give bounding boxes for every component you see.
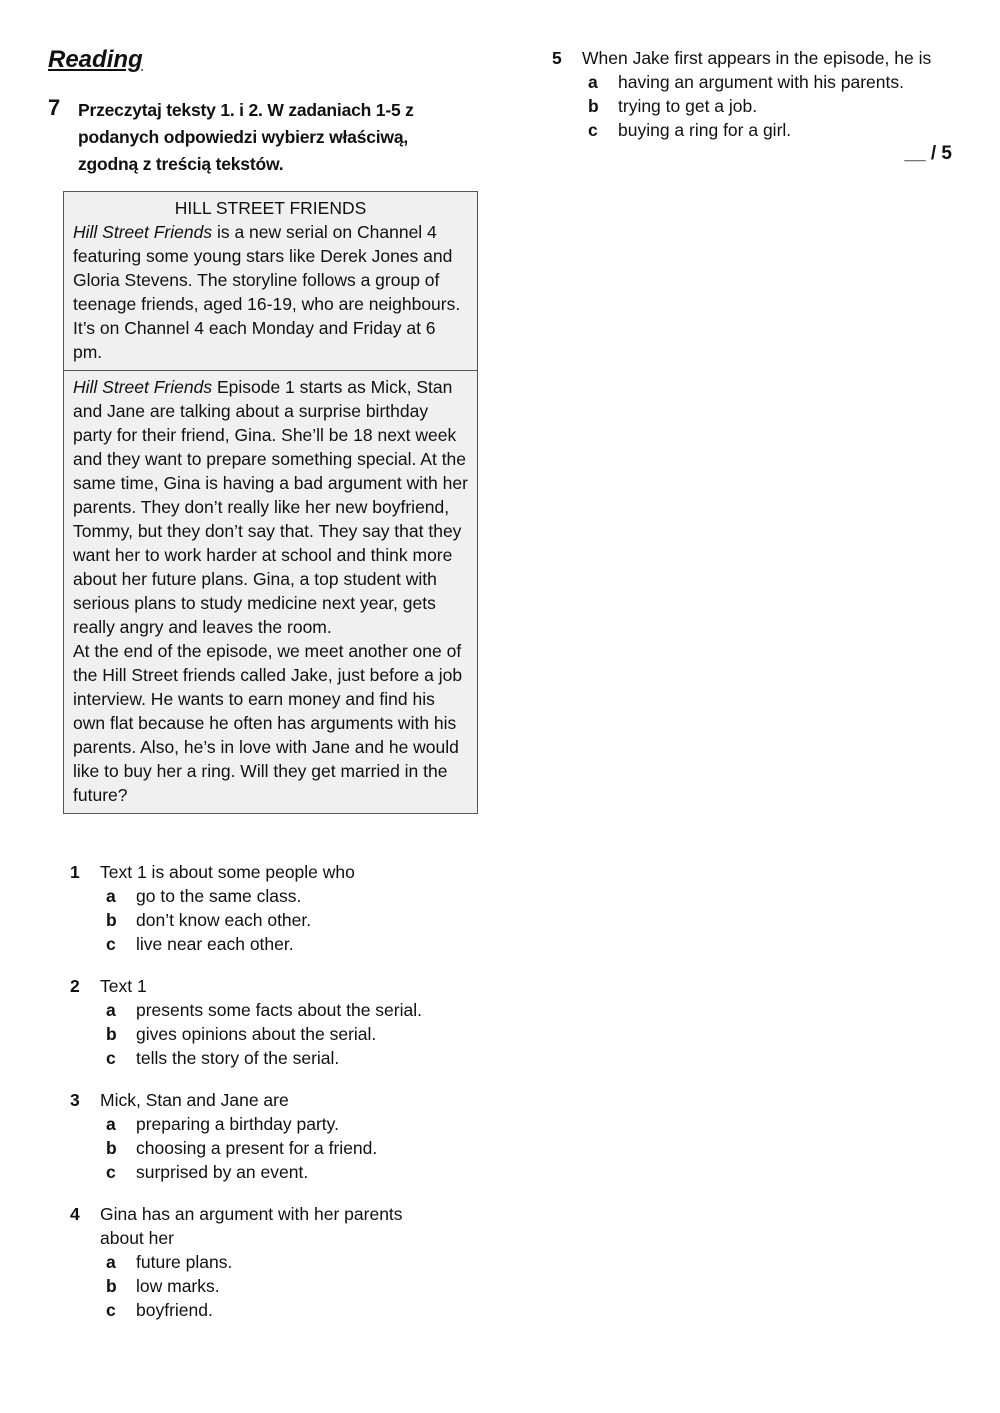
option-text: future plans. — [136, 1252, 233, 1272]
question-stem: Mick, Stan and Jane are — [100, 1090, 289, 1110]
option-letter: b — [106, 910, 117, 930]
question-number: 1 — [70, 862, 80, 882]
option-text: boyfriend. — [136, 1300, 213, 1320]
text-2-paragraph-1 — [73, 375, 468, 639]
text-1-body: is a new serial on Channel 4 featuring some young stars like Derek Jones and Gloria Stevens. The storyline follows a group of teenage friends, aged 16-19, who are neighbours. It’s on Channel 4 each Monday and Friday at 6 pm. — [73, 222, 461, 362]
option-letter: a — [106, 1252, 116, 1272]
option-c[interactable] — [552, 118, 972, 142]
text-1-paragraph — [73, 220, 468, 364]
text-2-serial-title: Hill Street Friends — [73, 377, 213, 397]
option-a[interactable] — [70, 884, 470, 908]
option-text: tells the story of the serial. — [136, 1048, 340, 1068]
option-a[interactable] — [70, 1112, 470, 1136]
option-letter: a — [106, 1114, 116, 1134]
text-1 — [64, 192, 477, 370]
option-text: gives opinions about the serial. — [136, 1024, 377, 1044]
option-letter: a — [106, 1000, 116, 1020]
option-text: preparing a birthday party. — [136, 1114, 339, 1134]
question-stem: Gina has an argument with her parents about her — [100, 1204, 403, 1248]
option-a[interactable] — [70, 998, 470, 1022]
option-text: live near each other. — [136, 934, 294, 954]
option-letter: c — [106, 934, 116, 954]
score-field: __ / 5 — [904, 143, 952, 164]
task-number: 7 — [48, 95, 61, 120]
task-instruction: Przeczytaj teksty 1. i 2. W zadaniach 1-5 z podanych odpowiedzi wybierz właściwą, zgodną z treścią tekstów. — [78, 100, 414, 174]
option-c[interactable] — [70, 1298, 440, 1322]
option-a[interactable] — [70, 1250, 440, 1274]
option-letter: a — [106, 886, 116, 906]
text-2 — [64, 370, 477, 813]
option-letter: c — [106, 1048, 116, 1068]
option-b[interactable] — [552, 94, 972, 118]
option-letter: b — [106, 1024, 117, 1044]
option-b[interactable] — [70, 1274, 440, 1298]
question-1 — [70, 860, 470, 956]
text-1-heading: HILL STREET FRIENDS — [174, 198, 367, 218]
question-2 — [70, 974, 470, 1070]
text-1-serial-title: Hill Street Friends — [73, 222, 213, 242]
option-letter: c — [106, 1300, 116, 1320]
option-b[interactable] — [70, 1136, 470, 1160]
option-text: don’t know each other. — [136, 910, 312, 930]
option-text: buying a ring for a girl. — [618, 120, 792, 140]
question-number: 4 — [70, 1204, 80, 1224]
option-text: presents some facts about the serial. — [136, 1000, 422, 1020]
option-letter: c — [588, 120, 598, 140]
option-c[interactable] — [70, 1160, 470, 1184]
question-number: 5 — [552, 48, 562, 68]
question-3 — [70, 1088, 470, 1184]
option-letter: b — [588, 96, 599, 116]
option-b[interactable] — [70, 1022, 470, 1046]
option-text: go to the same class. — [136, 886, 302, 906]
option-text: low marks. — [136, 1276, 220, 1296]
option-c[interactable] — [70, 1046, 470, 1070]
question-number: 3 — [70, 1090, 80, 1110]
question-number: 2 — [70, 976, 80, 996]
text-2-body: Episode 1 starts as Mick, Stan and Jane are talking about a surprise birthday party for their friend, Gina. She’ll be 18 next week and they want to prepare something special. At the same time, Gina is having a bad argument with her parents. They don’t really like her new boyfriend, Tommy, but they don’t say that. They say that they want her to work harder at school and think more about her future plans. Gina, a top student with serious plans to study medicine next year, gets really angry and leaves the room. — [73, 377, 468, 637]
option-letter: a — [588, 72, 598, 92]
question-stem: Text 1 is about some people who — [100, 862, 355, 882]
question-4 — [70, 1202, 440, 1322]
option-text: choosing a present for a friend. — [136, 1138, 378, 1158]
option-letter: c — [106, 1162, 116, 1182]
option-letter: b — [106, 1138, 117, 1158]
option-text: having an argument with his parents. — [618, 72, 904, 92]
question-5 — [552, 46, 972, 142]
option-c[interactable] — [70, 932, 470, 956]
option-b[interactable] — [70, 908, 470, 932]
option-letter: b — [106, 1276, 117, 1296]
section-title: Reading — [48, 46, 143, 73]
text-2-paragraph-2: At the end of the episode, we meet another one of the Hill Street friends called Jake, just before a job interview. He wants to earn money and find his own flat because he often has arguments with his parents. Also, he’s in love with Jane and he would like to buy her a ring. Will they get married in the future? — [73, 641, 463, 805]
reading-text-box — [63, 191, 478, 814]
option-a[interactable] — [552, 70, 972, 94]
question-stem: When Jake first appears in the episode, he is — [582, 48, 932, 68]
question-stem: Text 1 — [100, 976, 147, 996]
option-text: trying to get a job. — [618, 96, 758, 116]
option-text: surprised by an event. — [136, 1162, 309, 1182]
